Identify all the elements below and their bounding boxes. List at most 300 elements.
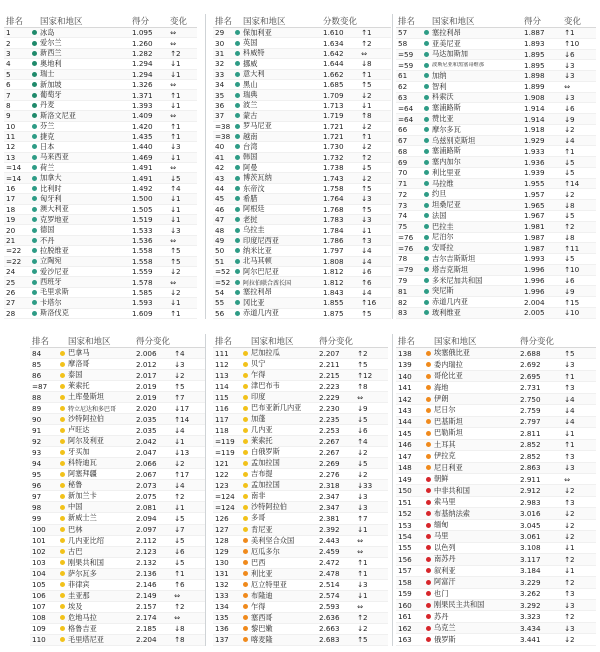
status-dot-cell bbox=[422, 442, 434, 447]
status-dot-cell bbox=[28, 238, 40, 243]
table-row bbox=[30, 414, 205, 425]
peace-level-dot-icon bbox=[243, 384, 248, 389]
table-row bbox=[213, 381, 388, 392]
score-cell: 1.843 bbox=[323, 287, 344, 297]
table-row bbox=[213, 359, 388, 370]
rank-cell: 163 bbox=[398, 635, 412, 645]
rank-change-cell: ↓4 bbox=[361, 246, 372, 256]
table-row bbox=[213, 184, 391, 194]
status-dot-cell bbox=[56, 560, 68, 565]
country-name: 毛里求斯 bbox=[40, 287, 69, 297]
status-dot-cell bbox=[420, 289, 432, 294]
country-name: 越南 bbox=[243, 131, 258, 141]
score-cell: 1.491 bbox=[132, 173, 153, 183]
score-cell: 1.764 bbox=[323, 194, 344, 204]
country-name: 萨尔瓦多 bbox=[68, 568, 97, 578]
country-name: 加拿大 bbox=[40, 173, 62, 183]
country-name: 中非共和国 bbox=[434, 485, 470, 495]
status-dot-cell bbox=[28, 82, 40, 87]
score-cell: 1.758 bbox=[323, 184, 344, 194]
rank-cell: 56 bbox=[215, 308, 225, 318]
country-name: 阿塞拜疆 bbox=[68, 469, 97, 479]
status-dot-cell bbox=[239, 406, 251, 411]
country-name: 智利 bbox=[432, 81, 447, 91]
status-dot-cell bbox=[231, 196, 243, 201]
country-name: 塞浦路斯 bbox=[432, 146, 461, 156]
status-dot-cell bbox=[420, 160, 432, 165]
country-name: 赤道几内亚 bbox=[243, 308, 279, 318]
rank-cell: 17 bbox=[6, 194, 16, 204]
rank-change-cell: ↑4 bbox=[174, 348, 185, 358]
header-score: 得分变化 bbox=[136, 336, 171, 347]
status-dot-cell bbox=[56, 527, 68, 532]
rank-change-cell: ↓8 bbox=[174, 624, 185, 634]
rank-cell: 46 bbox=[215, 204, 225, 214]
score-cell: 3.262 bbox=[520, 589, 541, 599]
status-dot-cell bbox=[231, 155, 243, 160]
peace-level-dot-icon bbox=[424, 73, 429, 78]
rank-change-cell: ↑11 bbox=[564, 243, 580, 253]
peace-level-dot-icon bbox=[32, 238, 37, 243]
header-score: 得分变化 bbox=[520, 336, 555, 347]
table-row bbox=[396, 93, 596, 104]
score-cell: 3.108 bbox=[520, 543, 541, 553]
peace-level-dot-icon bbox=[243, 560, 248, 565]
rank-cell: 67 bbox=[398, 136, 408, 146]
table-row bbox=[213, 277, 391, 287]
table-row bbox=[396, 146, 596, 157]
rank-cell: 79 bbox=[398, 275, 408, 285]
rank-change-cell: ↓1 bbox=[361, 225, 372, 235]
status-dot-cell bbox=[420, 256, 432, 261]
peace-level-dot-icon bbox=[424, 213, 429, 218]
peace-level-dot-icon bbox=[32, 41, 37, 46]
rank-cell: 57 bbox=[398, 28, 408, 38]
table-row bbox=[396, 463, 596, 474]
table-row bbox=[4, 215, 197, 225]
country-name: 新威士兰 bbox=[68, 513, 97, 523]
rank-change-cell: ↑1 bbox=[361, 28, 372, 38]
table-row bbox=[213, 49, 391, 59]
peace-level-dot-icon bbox=[60, 417, 65, 422]
status-dot-cell bbox=[28, 144, 40, 149]
table-row bbox=[4, 80, 197, 90]
status-dot-cell bbox=[422, 557, 434, 562]
country-name: 不丹 bbox=[40, 235, 55, 245]
score-cell: 3.441 bbox=[520, 635, 541, 645]
table-row bbox=[396, 611, 596, 622]
country-name: 巴勒斯坦 bbox=[434, 428, 463, 438]
status-dot-cell bbox=[231, 61, 243, 66]
country-name: 伊拉克 bbox=[434, 451, 456, 461]
rank-change-cell: ↓1 bbox=[170, 204, 181, 214]
status-dot-cell bbox=[420, 192, 432, 197]
score-cell: 3.434 bbox=[520, 623, 541, 633]
country-name: 危地马拉 bbox=[68, 612, 97, 622]
rank-cell: 94 bbox=[32, 458, 42, 468]
status-dot-cell bbox=[420, 246, 432, 251]
peace-level-dot-icon bbox=[243, 571, 248, 576]
rank-cell: =59 bbox=[398, 60, 414, 70]
country-name: 玻利维亚 bbox=[432, 307, 461, 317]
panel-divider bbox=[205, 14, 206, 319]
peace-level-dot-icon bbox=[424, 267, 429, 272]
rank-change-cell: ↓4 bbox=[564, 405, 575, 415]
rank-cell: 16 bbox=[6, 184, 16, 194]
status-dot-cell bbox=[422, 637, 434, 642]
country-name: 多米尼加共和国 bbox=[432, 275, 483, 285]
country-name: 乌克兰 bbox=[434, 623, 456, 633]
country-name: 阿根廷 bbox=[243, 204, 265, 214]
status-dot-cell bbox=[239, 549, 251, 554]
peace-level-dot-icon bbox=[426, 614, 431, 619]
peace-level-dot-icon bbox=[235, 61, 240, 66]
status-dot-cell bbox=[239, 538, 251, 543]
country-name: 乌兹别克斯坦 bbox=[432, 135, 476, 145]
peace-level-dot-icon bbox=[32, 280, 37, 285]
peace-level-dot-icon bbox=[32, 290, 37, 295]
rank-change-cell: ↑15 bbox=[564, 297, 580, 307]
score-cell: 1.957 bbox=[524, 189, 545, 199]
rank-change-cell: ⇔ bbox=[170, 277, 177, 287]
status-dot-cell bbox=[422, 477, 434, 482]
table-row bbox=[213, 111, 391, 121]
country-name: 刚果共和国 bbox=[68, 557, 104, 567]
rank-change-cell: ↑2 bbox=[564, 554, 575, 564]
score-cell: 1.987 bbox=[524, 243, 545, 253]
table-row bbox=[213, 370, 388, 381]
status-dot-cell bbox=[56, 516, 68, 521]
table-row bbox=[213, 624, 388, 635]
peace-level-dot-icon bbox=[32, 61, 37, 66]
table-row bbox=[213, 90, 391, 100]
rank-change-cell: ↓6 bbox=[564, 49, 575, 59]
status-dot-cell bbox=[28, 269, 40, 274]
table-row bbox=[213, 101, 391, 111]
country-name: 葡萄牙 bbox=[40, 90, 62, 100]
country-name: 安哥拉 bbox=[432, 243, 454, 253]
rank-change-cell: ↑3 bbox=[361, 236, 372, 245]
status-dot-cell bbox=[56, 461, 68, 466]
status-dot-cell bbox=[422, 465, 434, 470]
score-cell: 3.016 bbox=[520, 509, 541, 519]
rank-cell: =52 bbox=[215, 277, 231, 287]
rank-cell: 118 bbox=[215, 425, 229, 435]
peace-level-dot-icon bbox=[235, 186, 240, 191]
country-name: 布基纳法索 bbox=[434, 508, 470, 518]
country-name: 科威特 bbox=[243, 48, 265, 58]
score-cell: 2.912 bbox=[520, 486, 541, 496]
status-dot-cell bbox=[420, 278, 432, 283]
rank-cell: =14 bbox=[6, 163, 22, 173]
status-dot-cell bbox=[28, 72, 40, 77]
peace-level-dot-icon bbox=[426, 351, 431, 356]
table-row bbox=[396, 531, 596, 542]
table-row bbox=[213, 70, 391, 80]
score-cell: 1.685 bbox=[323, 80, 344, 90]
score-cell: 1.634 bbox=[323, 38, 344, 48]
score-cell: 1.783 bbox=[323, 215, 344, 225]
score-cell: 1.939 bbox=[524, 168, 545, 178]
rank-cell: 82 bbox=[398, 297, 408, 307]
country-name: 巴拉圭 bbox=[432, 221, 454, 231]
table-row bbox=[4, 111, 197, 121]
ranking-table-2 bbox=[213, 14, 391, 319]
ranking-table-5 bbox=[213, 334, 388, 646]
header-change: 变化 bbox=[564, 16, 582, 27]
status-dot-cell bbox=[56, 373, 68, 378]
peace-level-dot-icon bbox=[243, 538, 248, 543]
table-row bbox=[396, 254, 596, 265]
country-name: 科特迪瓦 bbox=[68, 458, 97, 468]
status-dot-cell bbox=[420, 117, 432, 122]
rank-cell: =14 bbox=[6, 173, 22, 183]
rank-cell: 84 bbox=[32, 348, 42, 358]
table-row bbox=[213, 173, 391, 183]
rank-change-cell: ↓5 bbox=[361, 163, 372, 173]
rank-cell: =124 bbox=[215, 491, 235, 501]
status-dot-cell bbox=[28, 311, 40, 316]
score-cell: 1.914 bbox=[524, 114, 545, 124]
score-cell: 3.061 bbox=[520, 531, 541, 541]
rank-change-cell: ↓2 bbox=[357, 469, 368, 479]
header-rank: 排名 bbox=[215, 16, 233, 27]
table-row bbox=[213, 153, 391, 163]
rank-change-cell: ↓10 bbox=[564, 308, 580, 318]
table-row bbox=[213, 194, 391, 204]
country-name: 圭亚那 bbox=[68, 590, 90, 600]
country-name: 莱索托 bbox=[68, 381, 90, 391]
rank-change-cell: ↓6 bbox=[564, 103, 575, 113]
score-cell: 2.750 bbox=[520, 394, 541, 404]
peace-level-dot-icon bbox=[60, 505, 65, 510]
status-dot-cell bbox=[239, 351, 251, 356]
rank-cell: 44 bbox=[215, 184, 225, 194]
rank-cell: 6 bbox=[6, 80, 11, 90]
rank-change-cell: ↓2 bbox=[361, 90, 372, 100]
table-row bbox=[396, 276, 596, 287]
country-name: 俄罗斯 bbox=[434, 634, 456, 644]
country-name: 马里 bbox=[434, 531, 449, 541]
status-dot-cell bbox=[420, 106, 432, 111]
rank-change-cell: ↑3 bbox=[564, 497, 575, 507]
rank-change-cell: ↓6 bbox=[361, 267, 372, 277]
score-cell: 2.157 bbox=[136, 602, 157, 612]
rank-cell: =119 bbox=[215, 436, 235, 446]
score-cell: 1.936 bbox=[524, 157, 545, 167]
rank-change-cell: ↑2 bbox=[170, 48, 181, 58]
status-dot-cell bbox=[239, 472, 251, 477]
status-dot-cell bbox=[420, 310, 432, 315]
rank-cell: 107 bbox=[32, 602, 46, 612]
table-row bbox=[4, 153, 197, 163]
country-name: 缅甸 bbox=[434, 520, 449, 530]
table-row bbox=[4, 90, 197, 100]
table-row bbox=[396, 200, 596, 211]
rank-change-cell: ↑3 bbox=[564, 451, 575, 461]
status-dot-cell bbox=[420, 52, 432, 57]
status-dot-cell bbox=[420, 235, 432, 240]
rank-cell: 143 bbox=[398, 405, 412, 415]
score-cell: 2.132 bbox=[136, 558, 157, 568]
rank-change-cell: ↓1 bbox=[170, 69, 181, 79]
status-dot-cell bbox=[422, 603, 434, 608]
rank-cell: 73 bbox=[398, 200, 408, 210]
status-dot-cell bbox=[56, 395, 68, 400]
country-name: 莱索托 bbox=[251, 436, 273, 446]
table-row bbox=[4, 142, 197, 152]
rank-change-cell: ⇔ bbox=[170, 38, 177, 48]
peace-level-dot-icon bbox=[243, 516, 248, 521]
table-row bbox=[396, 179, 596, 190]
table-row bbox=[213, 414, 388, 425]
peace-level-dot-icon bbox=[426, 362, 431, 367]
rank-change-cell: ↓3 bbox=[564, 623, 575, 633]
status-dot-cell bbox=[231, 238, 243, 243]
rank-change-cell: ↓1 bbox=[357, 525, 368, 535]
status-dot-cell bbox=[56, 593, 68, 598]
rank-change-cell: ↑2 bbox=[174, 491, 185, 501]
peace-level-dot-icon bbox=[32, 176, 37, 181]
peace-level-dot-icon bbox=[32, 30, 37, 35]
rank-cell: =59 bbox=[398, 49, 414, 59]
peace-level-dot-icon bbox=[235, 217, 240, 222]
country-name: 贝宁 bbox=[251, 359, 266, 369]
peace-level-dot-icon bbox=[60, 538, 65, 543]
rank-cell: 162 bbox=[398, 623, 412, 633]
country-name: 南非 bbox=[251, 491, 266, 501]
peace-level-dot-icon bbox=[243, 582, 248, 587]
peace-level-dot-icon bbox=[424, 84, 429, 89]
rank-cell: 100 bbox=[32, 525, 46, 535]
header-rank: 排名 bbox=[398, 16, 416, 27]
peace-level-dot-icon bbox=[235, 269, 240, 274]
rank-change-cell: ↓5 bbox=[170, 173, 181, 183]
rank-change-cell: ↑1 bbox=[361, 69, 372, 79]
rank-change-cell: ↑2 bbox=[361, 38, 372, 48]
rank-cell: 134 bbox=[215, 602, 229, 612]
header-country: 国家和地区 bbox=[68, 336, 111, 347]
rank-change-cell: ↑3 bbox=[564, 589, 575, 599]
table-row bbox=[396, 474, 596, 485]
score-cell: 1.887 bbox=[524, 28, 545, 38]
rank-cell: 27 bbox=[6, 298, 16, 308]
status-dot-cell bbox=[231, 186, 243, 191]
peace-level-dot-icon bbox=[243, 362, 248, 367]
rank-cell: 81 bbox=[398, 286, 408, 296]
rank-change-cell: ↓4 bbox=[361, 287, 372, 297]
table-row bbox=[396, 168, 596, 179]
table-row bbox=[396, 577, 596, 588]
rank-cell: 103 bbox=[32, 558, 46, 568]
table-row bbox=[396, 600, 596, 611]
status-dot-cell bbox=[422, 591, 434, 596]
peace-level-dot-icon bbox=[426, 442, 431, 447]
country-name: 东帝汶 bbox=[243, 183, 265, 193]
score-cell: 1.519 bbox=[132, 215, 153, 225]
peace-level-dot-icon bbox=[60, 593, 65, 598]
peace-level-dot-icon bbox=[235, 155, 240, 160]
peace-level-dot-icon bbox=[32, 113, 37, 118]
rank-cell: 138 bbox=[398, 348, 412, 358]
rank-cell: =76 bbox=[398, 232, 414, 242]
rank-cell: 41 bbox=[215, 152, 225, 162]
peace-level-dot-icon bbox=[426, 431, 431, 436]
score-cell: 2.019 bbox=[136, 392, 157, 402]
status-dot-cell bbox=[28, 290, 40, 295]
status-dot-cell bbox=[56, 428, 68, 433]
peace-level-dot-icon bbox=[243, 472, 248, 477]
country-name: 利比里亚 bbox=[432, 167, 461, 177]
peace-level-dot-icon bbox=[235, 176, 240, 181]
table-row bbox=[30, 602, 205, 613]
table-row bbox=[213, 513, 388, 524]
table-row bbox=[396, 348, 596, 359]
status-dot-cell bbox=[420, 300, 432, 305]
peace-level-dot-icon bbox=[235, 196, 240, 201]
ranking-table-6 bbox=[396, 334, 596, 646]
country-name: 加蓬 bbox=[251, 414, 266, 424]
country-name: 保加利亚 bbox=[243, 28, 272, 37]
status-dot-cell bbox=[239, 505, 251, 510]
rank-change-cell: ↓6 bbox=[357, 425, 368, 435]
peace-level-dot-icon bbox=[235, 93, 240, 98]
rank-cell: 63 bbox=[398, 92, 408, 102]
status-dot-cell bbox=[28, 134, 40, 139]
table-row bbox=[396, 382, 596, 393]
rank-change-cell: ⇔ bbox=[357, 547, 364, 557]
peace-level-dot-icon bbox=[426, 477, 431, 482]
rank-change-cell: ↓9 bbox=[564, 286, 575, 296]
table-row bbox=[4, 194, 197, 204]
rank-change-cell: ↑1 bbox=[361, 132, 372, 142]
status-dot-cell bbox=[28, 165, 40, 170]
score-cell: 3.292 bbox=[520, 600, 541, 610]
peace-level-dot-icon bbox=[235, 51, 240, 56]
rank-cell: 158 bbox=[398, 577, 412, 587]
table-row bbox=[4, 184, 197, 194]
peace-level-dot-icon bbox=[426, 465, 431, 470]
table-row bbox=[213, 502, 388, 513]
table-row bbox=[30, 480, 205, 491]
status-dot-cell bbox=[422, 488, 434, 493]
score-cell: 1.967 bbox=[524, 211, 545, 221]
peace-level-dot-icon bbox=[32, 300, 37, 305]
country-name: 阿尔巴尼亚 bbox=[243, 266, 279, 276]
rank-cell: 50 bbox=[215, 246, 225, 256]
rank-cell: 98 bbox=[32, 502, 42, 512]
score-cell: 2.811 bbox=[520, 428, 541, 438]
status-dot-cell bbox=[422, 397, 434, 402]
status-dot-cell bbox=[56, 483, 68, 488]
peace-level-dot-icon bbox=[32, 228, 37, 233]
table-row bbox=[213, 225, 391, 235]
table-row bbox=[213, 257, 391, 267]
country-name: 巴西 bbox=[251, 557, 266, 567]
score-cell: 2.863 bbox=[520, 463, 541, 473]
table-row bbox=[213, 558, 388, 569]
peace-level-dot-icon bbox=[424, 160, 429, 165]
table-row bbox=[213, 469, 388, 480]
country-name: 赞比亚 bbox=[432, 114, 454, 124]
table-row bbox=[396, 566, 596, 577]
score-cell: 2.983 bbox=[520, 497, 541, 507]
country-name: 土库曼斯坦 bbox=[68, 392, 104, 402]
status-dot-cell bbox=[231, 290, 243, 295]
table-row bbox=[30, 635, 205, 646]
peace-level-dot-icon bbox=[426, 419, 431, 424]
rank-cell: =87 bbox=[32, 381, 48, 391]
